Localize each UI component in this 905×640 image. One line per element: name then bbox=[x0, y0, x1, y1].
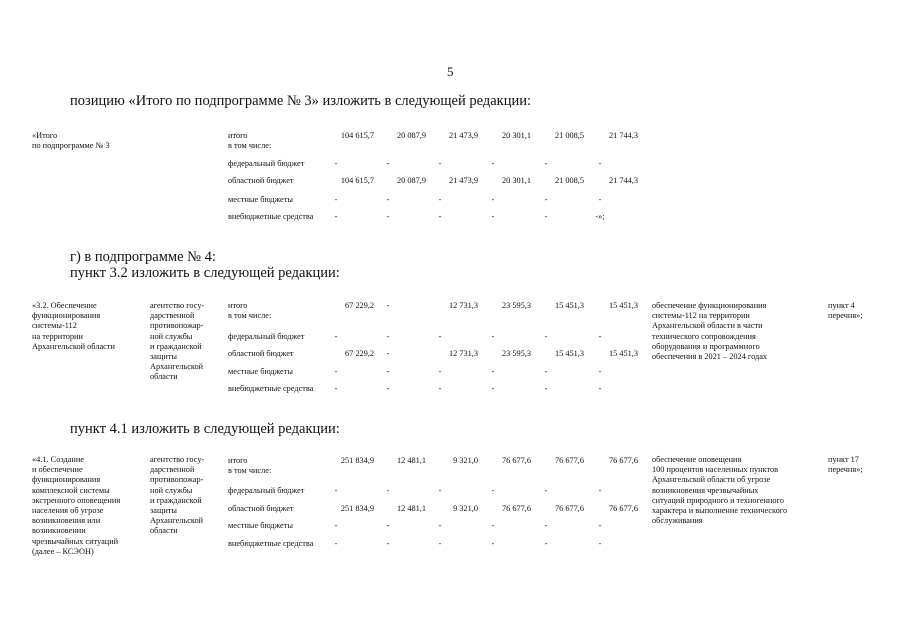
funding-source-label: внебюджетные средства bbox=[228, 539, 314, 548]
amount-cell: 76 677,6 bbox=[554, 456, 584, 465]
reference: пункт 17 перечня»; bbox=[828, 455, 863, 475]
amount-cell: 76 677,6 bbox=[608, 456, 638, 465]
funding-source-label: итого в том числе: bbox=[228, 301, 272, 321]
funding-source-label: областной бюджет bbox=[228, 504, 294, 513]
funding-source-label: федеральный бюджет bbox=[228, 159, 305, 168]
amount-cell: - bbox=[598, 195, 602, 204]
result-text: обеспечение функционирования системы-112 на территории Архангельской области в части технического сопровождения оборудования и программного обеспечения в 2021 – 2024 годах bbox=[652, 301, 768, 362]
amount-cell: - bbox=[544, 367, 548, 376]
amount-cell: - bbox=[386, 195, 390, 204]
amount-cell: 15 451,3 bbox=[554, 349, 584, 358]
amount-cell: - bbox=[544, 384, 548, 393]
amount-cell: - bbox=[334, 486, 338, 495]
subprogram-4-heading: г) в подпрограмме № 4: bbox=[70, 249, 216, 265]
amount-cell: - bbox=[438, 212, 442, 221]
funding-source-label: итого в том числе: bbox=[228, 131, 272, 151]
amount-cell: - bbox=[334, 195, 338, 204]
amount-cell: - bbox=[334, 367, 338, 376]
amount-cell: 20 087,9 bbox=[396, 131, 426, 140]
amount-cell: - bbox=[386, 521, 390, 530]
amount-cell: 23 595,3 bbox=[501, 349, 531, 358]
funding-source-label: федеральный бюджет bbox=[228, 332, 305, 341]
amount-cell: - bbox=[334, 212, 338, 221]
reference: пункт 4 перечня»; bbox=[828, 301, 863, 321]
amount-cell: 67 229,2 bbox=[344, 301, 374, 310]
amount-cell: - bbox=[598, 367, 602, 376]
amount-cell: - bbox=[491, 384, 495, 393]
amount-cell: 12 731,3 bbox=[448, 301, 478, 310]
agency: агентство госу- дарственной противопожар- ной службы и гражданской защиты Архангельской области bbox=[150, 301, 205, 382]
amount-cell: - bbox=[491, 539, 495, 548]
amount-cell: - bbox=[386, 539, 390, 548]
amount-cell: - bbox=[544, 486, 548, 495]
funding-source-label: местные бюджеты bbox=[228, 367, 293, 376]
amount-cell: 20 301,1 bbox=[501, 131, 531, 140]
funding-source-label: внебюджетные средства bbox=[228, 384, 314, 393]
amount-cell: 15 451,3 bbox=[554, 301, 584, 310]
amount-cell: - bbox=[491, 159, 495, 168]
amount-cell: 21 008,5 bbox=[554, 176, 584, 185]
funding-source-label: местные бюджеты bbox=[228, 195, 293, 204]
amount-cell: 20 301,1 bbox=[501, 176, 531, 185]
amount-cell: - bbox=[544, 539, 548, 548]
amount-cell: 76 677,6 bbox=[501, 456, 531, 465]
amount-cell: 12 731,3 bbox=[448, 349, 478, 358]
amount-cell: - bbox=[438, 195, 442, 204]
funding-source-label: местные бюджеты bbox=[228, 521, 293, 530]
row-name: «4.1. Создание и обеспечение функционирования комплексной системы экстренного оповещения населения об угрозе возникновения или возникновении чрезвычайных ситуаций (далее – КСЭОН) bbox=[32, 455, 121, 556]
amount-cell: 12 481,1 bbox=[396, 456, 426, 465]
amount-cell: -»; bbox=[595, 212, 605, 221]
amount-cell: - bbox=[491, 521, 495, 530]
amount-cell: - bbox=[438, 332, 442, 341]
amount-cell: 67 229,2 bbox=[344, 349, 374, 358]
amount-cell: - bbox=[386, 159, 390, 168]
amount-cell: 15 451,3 bbox=[608, 301, 638, 310]
amount-cell: 21 473,9 bbox=[448, 131, 478, 140]
amount-cell: - bbox=[334, 521, 338, 530]
amount-cell: - bbox=[334, 159, 338, 168]
amount-cell: 15 451,3 bbox=[608, 349, 638, 358]
amount-cell: - bbox=[491, 195, 495, 204]
amount-cell: 104 615,7 bbox=[340, 131, 374, 140]
funding-source-label: итого в том числе: bbox=[228, 456, 272, 476]
amount-cell: - bbox=[438, 384, 442, 393]
amount-cell: 23 595,3 bbox=[501, 301, 531, 310]
amount-cell: 251 834,9 bbox=[340, 504, 374, 513]
amount-cell: - bbox=[598, 332, 602, 341]
amount-cell: - bbox=[334, 332, 338, 341]
item-4-1-heading: пункт 4.1 изложить в следующей редакции: bbox=[70, 421, 340, 437]
amount-cell: - bbox=[334, 539, 338, 548]
agency: агентство госу- дарственной противопожар- ной службы и гражданской защиты Архангельской области bbox=[150, 455, 205, 536]
amount-cell: - bbox=[598, 486, 602, 495]
amount-cell: - bbox=[491, 486, 495, 495]
amount-cell: 104 615,7 bbox=[340, 176, 374, 185]
amount-cell: - bbox=[438, 521, 442, 530]
page-number: 5 bbox=[447, 64, 454, 79]
amount-cell: 76 677,6 bbox=[608, 504, 638, 513]
amount-cell: - bbox=[544, 195, 548, 204]
amount-cell: - bbox=[386, 301, 390, 310]
amount-cell: 76 677,6 bbox=[554, 504, 584, 513]
amount-cell: - bbox=[544, 159, 548, 168]
amount-cell: - bbox=[544, 212, 548, 221]
funding-source-label: внебюджетные средства bbox=[228, 212, 314, 221]
amount-cell: 21 744,3 bbox=[608, 176, 638, 185]
funding-source-label: областной бюджет bbox=[228, 349, 294, 358]
funding-source-label: федеральный бюджет bbox=[228, 486, 305, 495]
amount-cell: - bbox=[598, 521, 602, 530]
item-3-2-heading: пункт 3.2 изложить в следующей редакции: bbox=[70, 265, 340, 281]
result-text: обеспечение оповещения 100 процентов населенных пунктов Архангельской области об угрозе возникновения чрезвычайных ситуаций природного и техногенного характера и выполнение технического обслуживания bbox=[652, 455, 788, 526]
amount-cell: 21 744,3 bbox=[608, 131, 638, 140]
amount-cell: - bbox=[386, 349, 390, 358]
amount-cell: - bbox=[598, 384, 602, 393]
amount-cell: 12 481,1 bbox=[396, 504, 426, 513]
amount-cell: - bbox=[544, 332, 548, 341]
amount-cell: - bbox=[386, 367, 390, 376]
funding-source-label: областной бюджет bbox=[228, 176, 294, 185]
row-name: «Итого по подпрограмме № 3 bbox=[32, 131, 110, 151]
amount-cell: - bbox=[438, 159, 442, 168]
intro-heading: позицию «Итого по подпрограмме № 3» изложить в следующей редакции: bbox=[70, 93, 532, 109]
amount-cell: - bbox=[386, 384, 390, 393]
amount-cell: - bbox=[491, 332, 495, 341]
amount-cell: - bbox=[438, 539, 442, 548]
amount-cell: - bbox=[438, 486, 442, 495]
amount-cell: - bbox=[334, 384, 338, 393]
amount-cell: 76 677,6 bbox=[501, 504, 531, 513]
amount-cell: 251 834,9 bbox=[340, 456, 374, 465]
amount-cell: 9 321,0 bbox=[453, 504, 478, 513]
amount-cell: - bbox=[491, 367, 495, 376]
amount-cell: - bbox=[386, 332, 390, 341]
amount-cell: 21 473,9 bbox=[448, 176, 478, 185]
amount-cell: - bbox=[598, 539, 602, 548]
amount-cell: - bbox=[438, 367, 442, 376]
amount-cell: 20 087,9 bbox=[396, 176, 426, 185]
amount-cell: - bbox=[491, 212, 495, 221]
amount-cell: - bbox=[544, 521, 548, 530]
amount-cell: - bbox=[386, 486, 390, 495]
amount-cell: - bbox=[386, 212, 390, 221]
amount-cell: - bbox=[598, 159, 602, 168]
row-name: «3.2. Обеспечение функционирования системы-112 на территории Архангельской области bbox=[32, 301, 115, 351]
amount-cell: 21 008,5 bbox=[554, 131, 584, 140]
amount-cell: 9 321,0 bbox=[453, 456, 478, 465]
